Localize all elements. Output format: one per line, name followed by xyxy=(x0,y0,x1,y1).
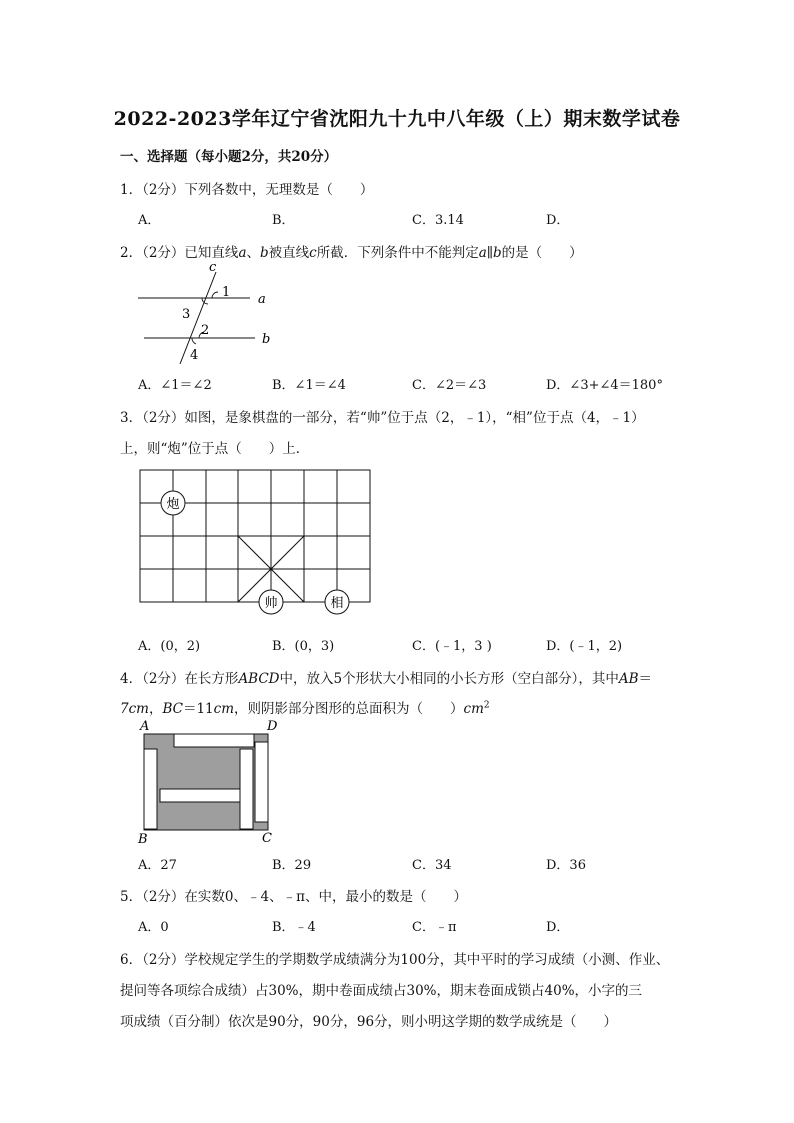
q4-ab: AB xyxy=(618,671,639,687)
q4-bc: BC xyxy=(162,701,183,717)
q4-option-c: C．34 xyxy=(412,858,452,873)
small-rect-right-outer xyxy=(255,742,268,822)
piece-pao-label: 炮 xyxy=(166,497,180,512)
q4-text-post: 中，放入5个形状大小相同的小长方形（空白部分），其中 xyxy=(279,671,619,687)
q4-text: 4．（2分）在长方形 xyxy=(120,671,239,687)
q4-option-d: D．36 xyxy=(546,858,586,873)
piece-xiang-label: 相 xyxy=(330,596,344,611)
question-4-line1 xyxy=(120,667,652,687)
question-4-line2 xyxy=(120,697,490,717)
q2-condition: a∥b xyxy=(478,245,502,261)
q2-option-d: D．∠3+∠4＝180° xyxy=(546,378,663,393)
question-3-line2: 上，则“炮”位于点（ ）上． xyxy=(120,441,310,457)
q4-rectangle-figure xyxy=(134,716,284,846)
label-a: a xyxy=(258,292,266,307)
q2-option-b: B．∠1＝∠4 xyxy=(272,378,346,393)
q2-text-end: 的是（ ） xyxy=(501,245,583,261)
small-rect-right-inner xyxy=(240,749,253,829)
question-6-line2: 提问等各项综合成绩）占30%，期中卷面成绩占30%，期末卷面成锁占40%，小字的三 xyxy=(120,983,643,999)
label-d: D xyxy=(267,719,278,734)
q2-text-mid2: 所截．下列条件中不能判定 xyxy=(316,245,479,261)
q4-bc-value: ＝11 xyxy=(182,701,214,717)
q4-option-b: B．29 xyxy=(272,858,312,873)
q1-option-a: A． xyxy=(138,213,161,228)
q2-option-a: A．∠1＝∠2 xyxy=(138,378,212,393)
question-3-line1: 3．（2分）如图，是象棋盘的一部分，若“帅”位于点（2，﹣1），“相”位于点（4，﹣1） xyxy=(120,410,645,426)
q3-option-b: B．(0，3) xyxy=(272,639,335,654)
chess-board-figure xyxy=(136,466,376,618)
q4-option-a: A．27 xyxy=(138,858,177,873)
q4-bc-unit: cm xyxy=(213,701,235,717)
small-rect-middle xyxy=(160,789,240,802)
q3-option-c: C．(﹣1，3 ) xyxy=(412,639,492,654)
label-c: c xyxy=(209,260,217,275)
label-b: B xyxy=(138,832,148,846)
angle-1-arc xyxy=(212,292,218,298)
label-c: C xyxy=(262,831,272,846)
angle-4-arc xyxy=(192,338,196,344)
q1-option-c: C．3.14 xyxy=(412,213,464,228)
q4-rect-name: ABCD xyxy=(238,671,280,687)
question-6-line1: 6．（2分）学校规定学生的学期数学成绩满分为100分，其中平时的学习成绩（小测、作业、 xyxy=(120,952,670,968)
q3-option-d: D．(﹣1，2) xyxy=(546,639,623,654)
q2-sep: 、 xyxy=(246,245,260,261)
page-title: 2022-2023学年辽宁省沈阳九十九中八年级（上）期末数学试卷 xyxy=(113,108,681,130)
q4-area-unit: cm xyxy=(463,701,484,717)
q1-option-b: B． xyxy=(272,213,295,228)
label-3: 3 xyxy=(182,307,191,322)
q4-text-end: ，则阴影部分图形的总面积为（ ） xyxy=(234,701,464,717)
q1-option-d: D． xyxy=(546,213,570,228)
question-5-stem: 5．（2分）在实数0、﹣4、﹣π、中，最小的数是（ ） xyxy=(120,889,467,905)
q5-option-d: D． xyxy=(546,920,570,935)
label-b: b xyxy=(262,332,271,347)
q2-text: 2．（2分）已知直线 xyxy=(120,245,239,261)
q5-option-c: C．﹣π xyxy=(412,920,457,935)
question-6-line3: 项成绩（百分制）依次是90分，90分，96分，则小明这学期的数学成统是（ ） xyxy=(120,1014,618,1030)
q5-option-b: B．﹣4 xyxy=(272,920,316,935)
q2-var-b: b xyxy=(260,245,269,261)
label-2: 2 xyxy=(201,323,210,338)
question-1-stem: 1．（2分）下列各数中，无理数是（ ） xyxy=(120,182,374,198)
q2-figure xyxy=(130,258,290,368)
q2-text-mid: 被直线 xyxy=(268,245,310,261)
q4-sep: ， xyxy=(148,701,163,717)
small-rect-left xyxy=(144,749,157,829)
q2-var-a: a xyxy=(238,245,247,261)
piece-shuai-label: 帅 xyxy=(264,596,278,611)
q4-ab-value: 7cm xyxy=(120,701,149,717)
q4-eq: ＝ xyxy=(638,671,653,687)
q5-option-a: A．0 xyxy=(138,920,169,935)
q3-option-a: A．(0，2) xyxy=(138,639,201,654)
section-heading: 一、选择题（每小题2分，共20分） xyxy=(120,149,338,165)
q4-unit-exponent: 2 xyxy=(483,700,490,711)
small-rect-top xyxy=(174,734,254,747)
q2-option-c: C．∠2＝∠3 xyxy=(412,378,487,393)
label-4: 4 xyxy=(190,348,199,363)
q2-var-c: c xyxy=(309,245,317,261)
label-a: A xyxy=(140,719,150,734)
label-1: 1 xyxy=(222,285,231,300)
